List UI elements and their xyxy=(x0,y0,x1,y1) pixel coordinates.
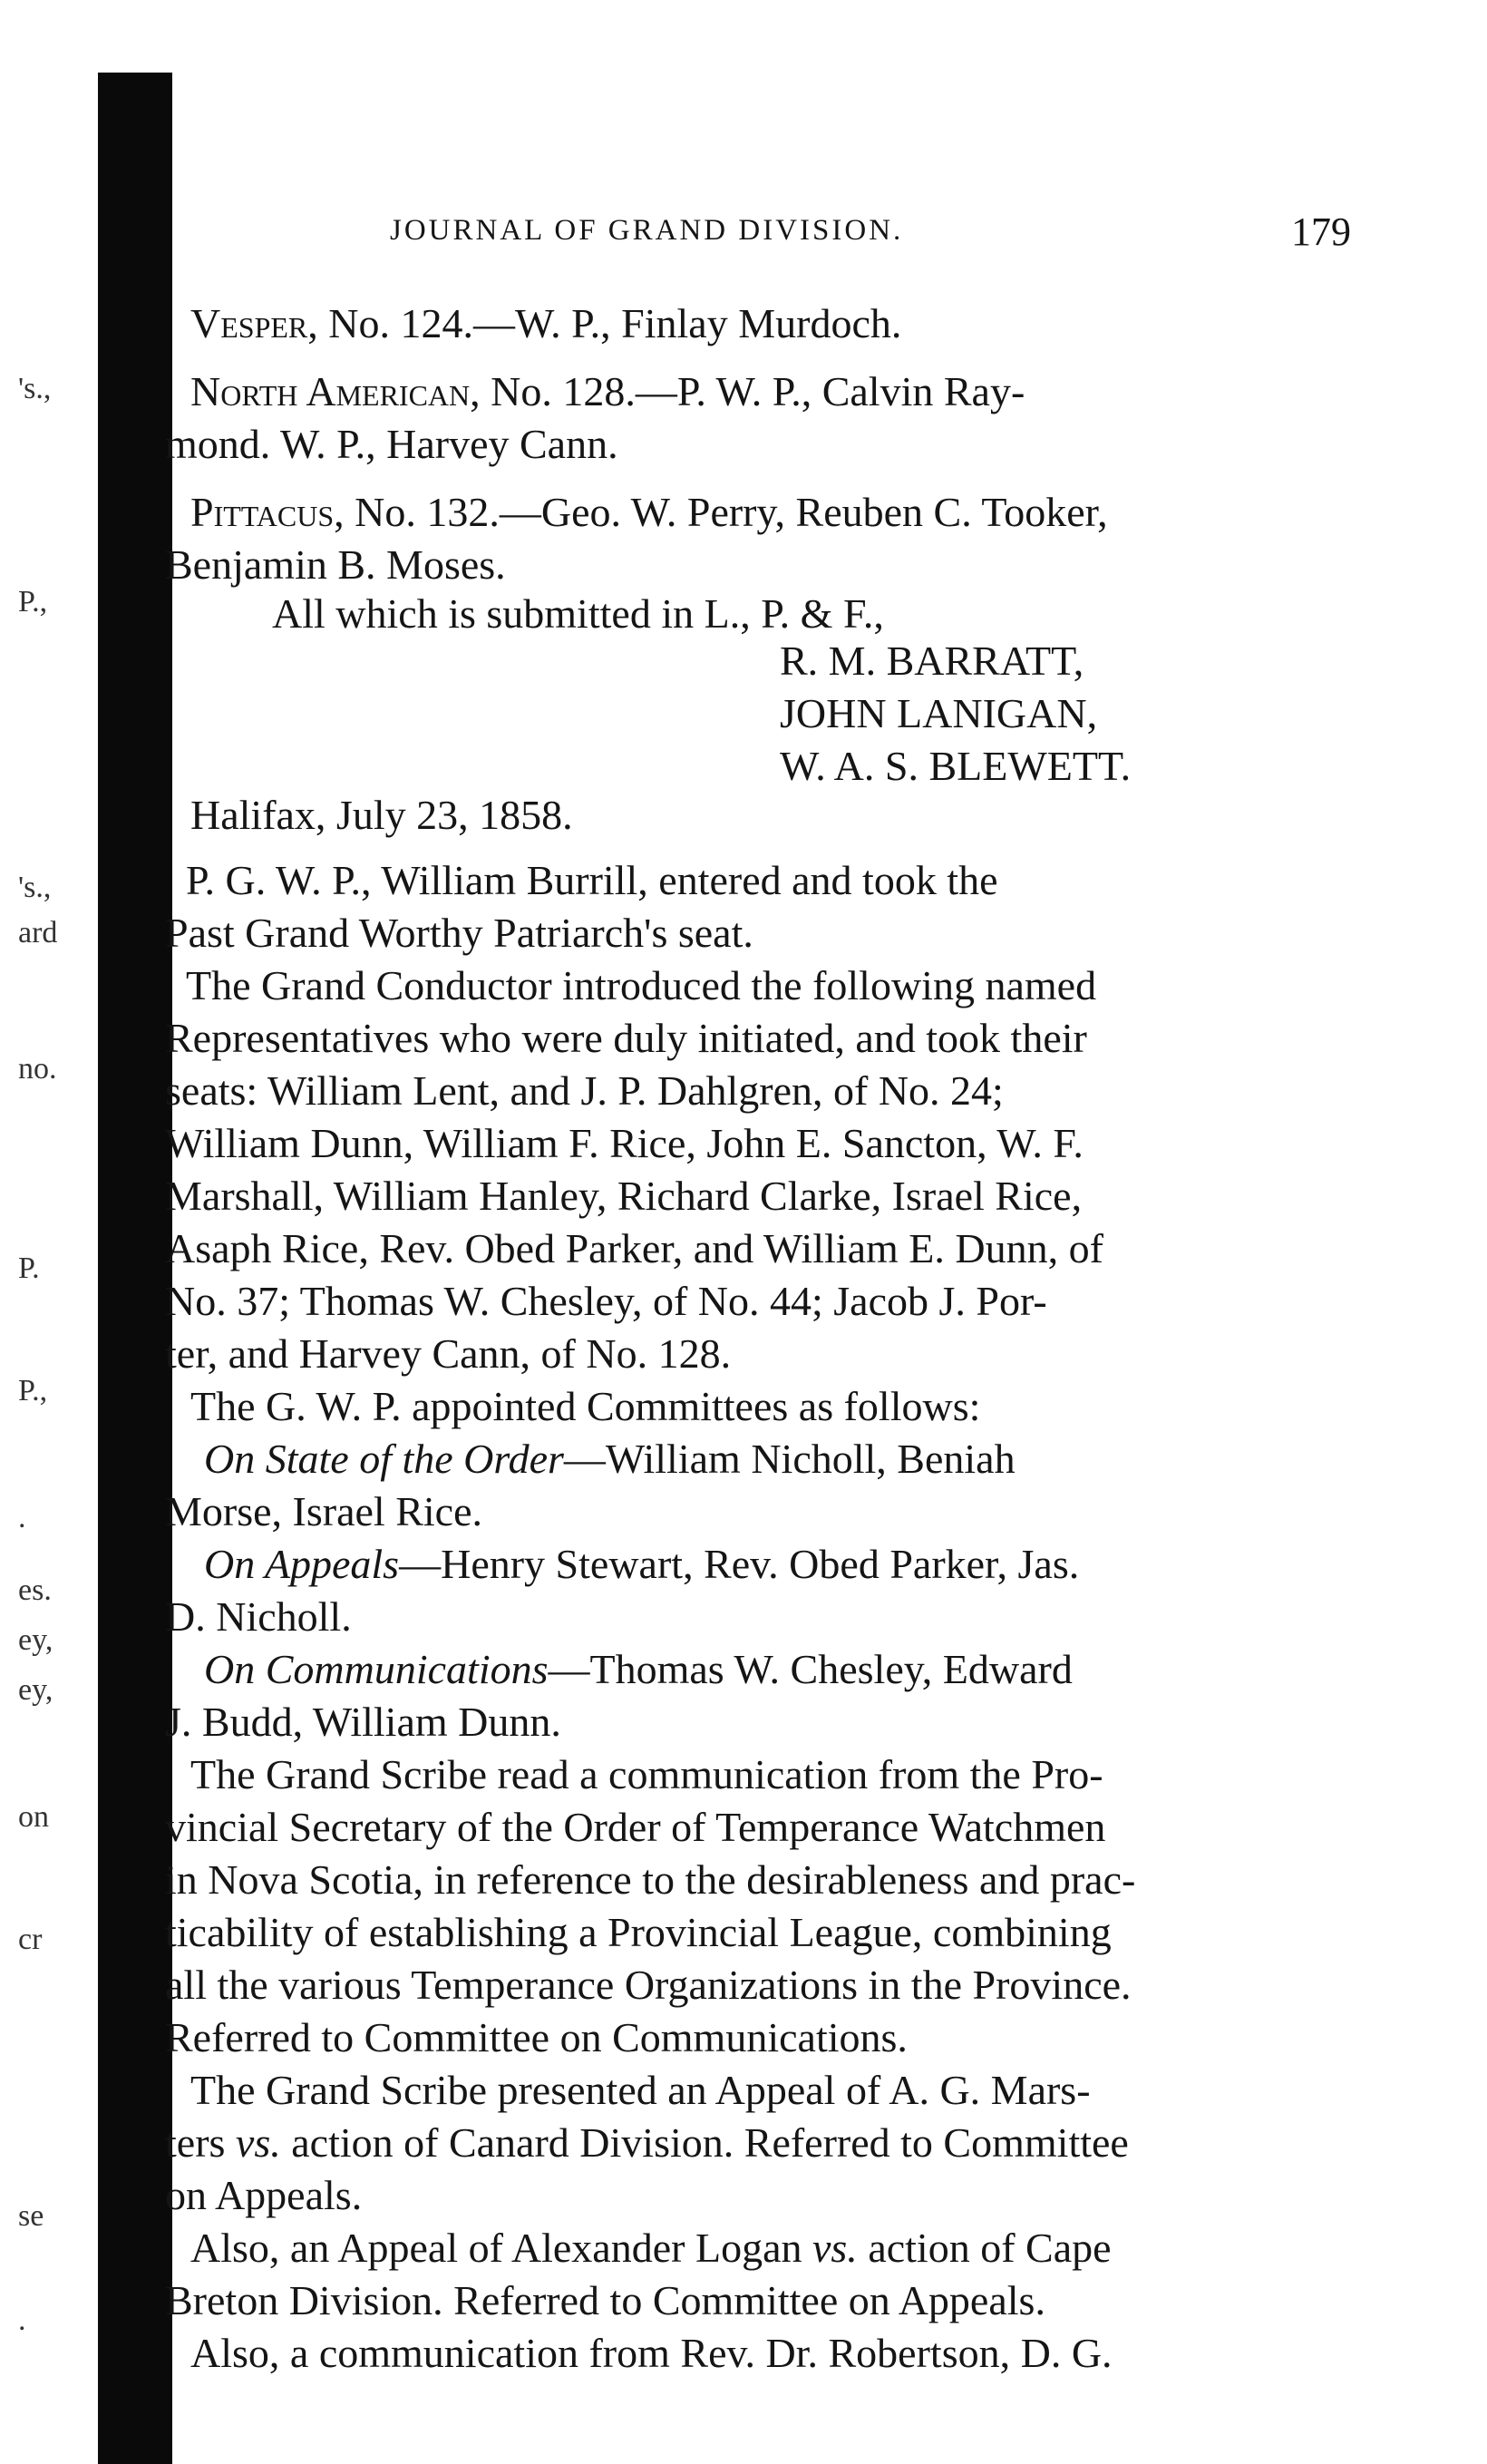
text-line: No. 37; Thomas W. Chesley, of No. 44; Jacob J. Por- xyxy=(165,1278,1047,1324)
text-line: seats: William Lent, and J. P. Dahlgren, of No. 24; xyxy=(165,1067,1004,1114)
dateline: Halifax, July 23, 1858. xyxy=(190,792,573,838)
text-line: William Dunn, William F. Rice, John E. Sancton, W. F. xyxy=(165,1120,1084,1166)
division-entry xyxy=(190,365,1369,418)
text-line xyxy=(165,2117,1344,2169)
signatory: R. M. BARRATT, xyxy=(780,638,1084,684)
committee-members: —Henry Stewart, Rev. Obed Parker, Jas. xyxy=(399,1541,1080,1587)
committee-members: —William Nicholl, Beniah xyxy=(563,1436,1016,1482)
page-header xyxy=(390,209,1351,263)
text-line: on Appeals. xyxy=(165,2172,363,2218)
division-details: No. 132.—Geo. W. Perry, Reuben C. Tooker, xyxy=(344,489,1108,535)
margin-fragment: ey, xyxy=(18,1623,53,1657)
text-line: Morse, Israel Rice. xyxy=(165,1488,482,1534)
committee-members: —Thomas W. Chesley, Edward xyxy=(548,1646,1073,1692)
text-line: in Nova Scotia, in reference to the desirableness and prac- xyxy=(165,1856,1136,1903)
text-line: Marshall, William Hanley, Richard Clarke, Israel Rice, xyxy=(165,1173,1083,1219)
text-line: Breton Division. Referred to Committee on Appeals. xyxy=(165,2277,1045,2323)
text-line: ter, and Harvey Cann, of No. 128. xyxy=(165,1330,732,1377)
text-line: The G. W. P. appointed Committees as follows: xyxy=(190,1383,981,1429)
division-name: North American, xyxy=(190,368,481,414)
text-segment: ters xyxy=(165,2119,236,2166)
text-line: Representatives who were duly initiated, and took their xyxy=(165,1015,1087,1061)
text-line: all the various Temperance Organizations in the Province. xyxy=(165,1962,1132,2008)
text-line: Referred to Committee on Communications. xyxy=(165,2014,908,2060)
margin-fragment: P., xyxy=(18,1374,48,1407)
versus-abbrev: vs. xyxy=(812,2225,858,2271)
text-line: The Grand Scribe presented an Appeal of A. G. Mars- xyxy=(190,2067,1091,2113)
committee-title: On Communications xyxy=(204,1646,549,1692)
margin-fragment: cr xyxy=(18,1923,43,1956)
text-line: mond. W. P., Harvey Cann. xyxy=(165,421,618,467)
versus-abbrev: vs. xyxy=(235,2119,281,2166)
margin-fragment: es. xyxy=(18,1573,52,1607)
text-line: Also, a communication from Rev. Dr. Robertson, D. G. xyxy=(190,2330,1113,2376)
division-name: Pittacus, xyxy=(190,489,345,535)
margin-fragment: 's., xyxy=(18,871,52,904)
margin-fragment: . xyxy=(18,1501,26,1534)
committee-entry xyxy=(204,1643,1383,1696)
margin-fragment: . xyxy=(18,2303,26,2337)
committee-title: On State of the Order xyxy=(204,1436,564,1482)
margin-fragment: P. xyxy=(18,1251,40,1285)
committee-entry xyxy=(204,1433,1383,1485)
division-details: No. 128.—P. W. P., Calvin Ray- xyxy=(480,368,1025,414)
submission-line: All which is submitted in L., P. & F., xyxy=(272,590,884,637)
committee-entry xyxy=(204,1538,1383,1591)
signatory: JOHN LANIGAN, xyxy=(780,690,1098,736)
text-line: vincial Secretary of the Order of Temperance Watchmen xyxy=(165,1804,1106,1850)
division-entry xyxy=(190,297,1369,350)
page-number: 179 xyxy=(1291,209,1351,254)
margin-fragment: ard xyxy=(18,916,58,950)
margin-fragment: se xyxy=(18,2199,44,2233)
text-line: The Grand Conductor introduced the following named xyxy=(186,962,1097,1008)
division-entry xyxy=(190,486,1369,539)
text-line: ticability of establishing a Provincial League, combining xyxy=(165,1909,1112,1955)
text-segment: action of Cape xyxy=(857,2225,1112,2271)
text-line: The Grand Scribe read a communication from the Pro- xyxy=(190,1751,1103,1797)
committee-title: On Appeals xyxy=(204,1541,400,1587)
text-line: P. G. W. P., William Burrill, entered and took the xyxy=(186,857,998,903)
text-segment: Also, an Appeal of Alexander Logan xyxy=(190,2225,812,2271)
signatory: W. A. S. BLEWETT. xyxy=(780,743,1132,789)
running-title: JOURNAL OF GRAND DIVISION. xyxy=(390,214,904,247)
margin-fragment: ey, xyxy=(18,1673,53,1707)
text-line: Past Grand Worthy Patriarch's seat. xyxy=(165,910,753,956)
binding-shadow xyxy=(98,73,172,2464)
margin-fragment: no. xyxy=(18,1052,57,1086)
division-details: No. 124.—W. P., Finlay Murdoch. xyxy=(317,300,902,346)
margin-fragment: on xyxy=(18,1800,49,1834)
text-line xyxy=(190,2222,1369,2274)
text-line: Benjamin B. Moses. xyxy=(165,541,506,588)
text-line: Asaph Rice, Rev. Obed Parker, and William E. Dunn, of xyxy=(165,1225,1103,1271)
text-line: D. Nicholl. xyxy=(165,1593,352,1640)
margin-fragment: P., xyxy=(18,585,48,618)
text-segment: action of Canard Division. Referred to Committee xyxy=(280,2119,1129,2166)
margin-fragment: 's., xyxy=(18,372,52,405)
text-line: J. Budd, William Dunn. xyxy=(165,1699,561,1745)
division-name: Vesper, xyxy=(190,300,318,346)
